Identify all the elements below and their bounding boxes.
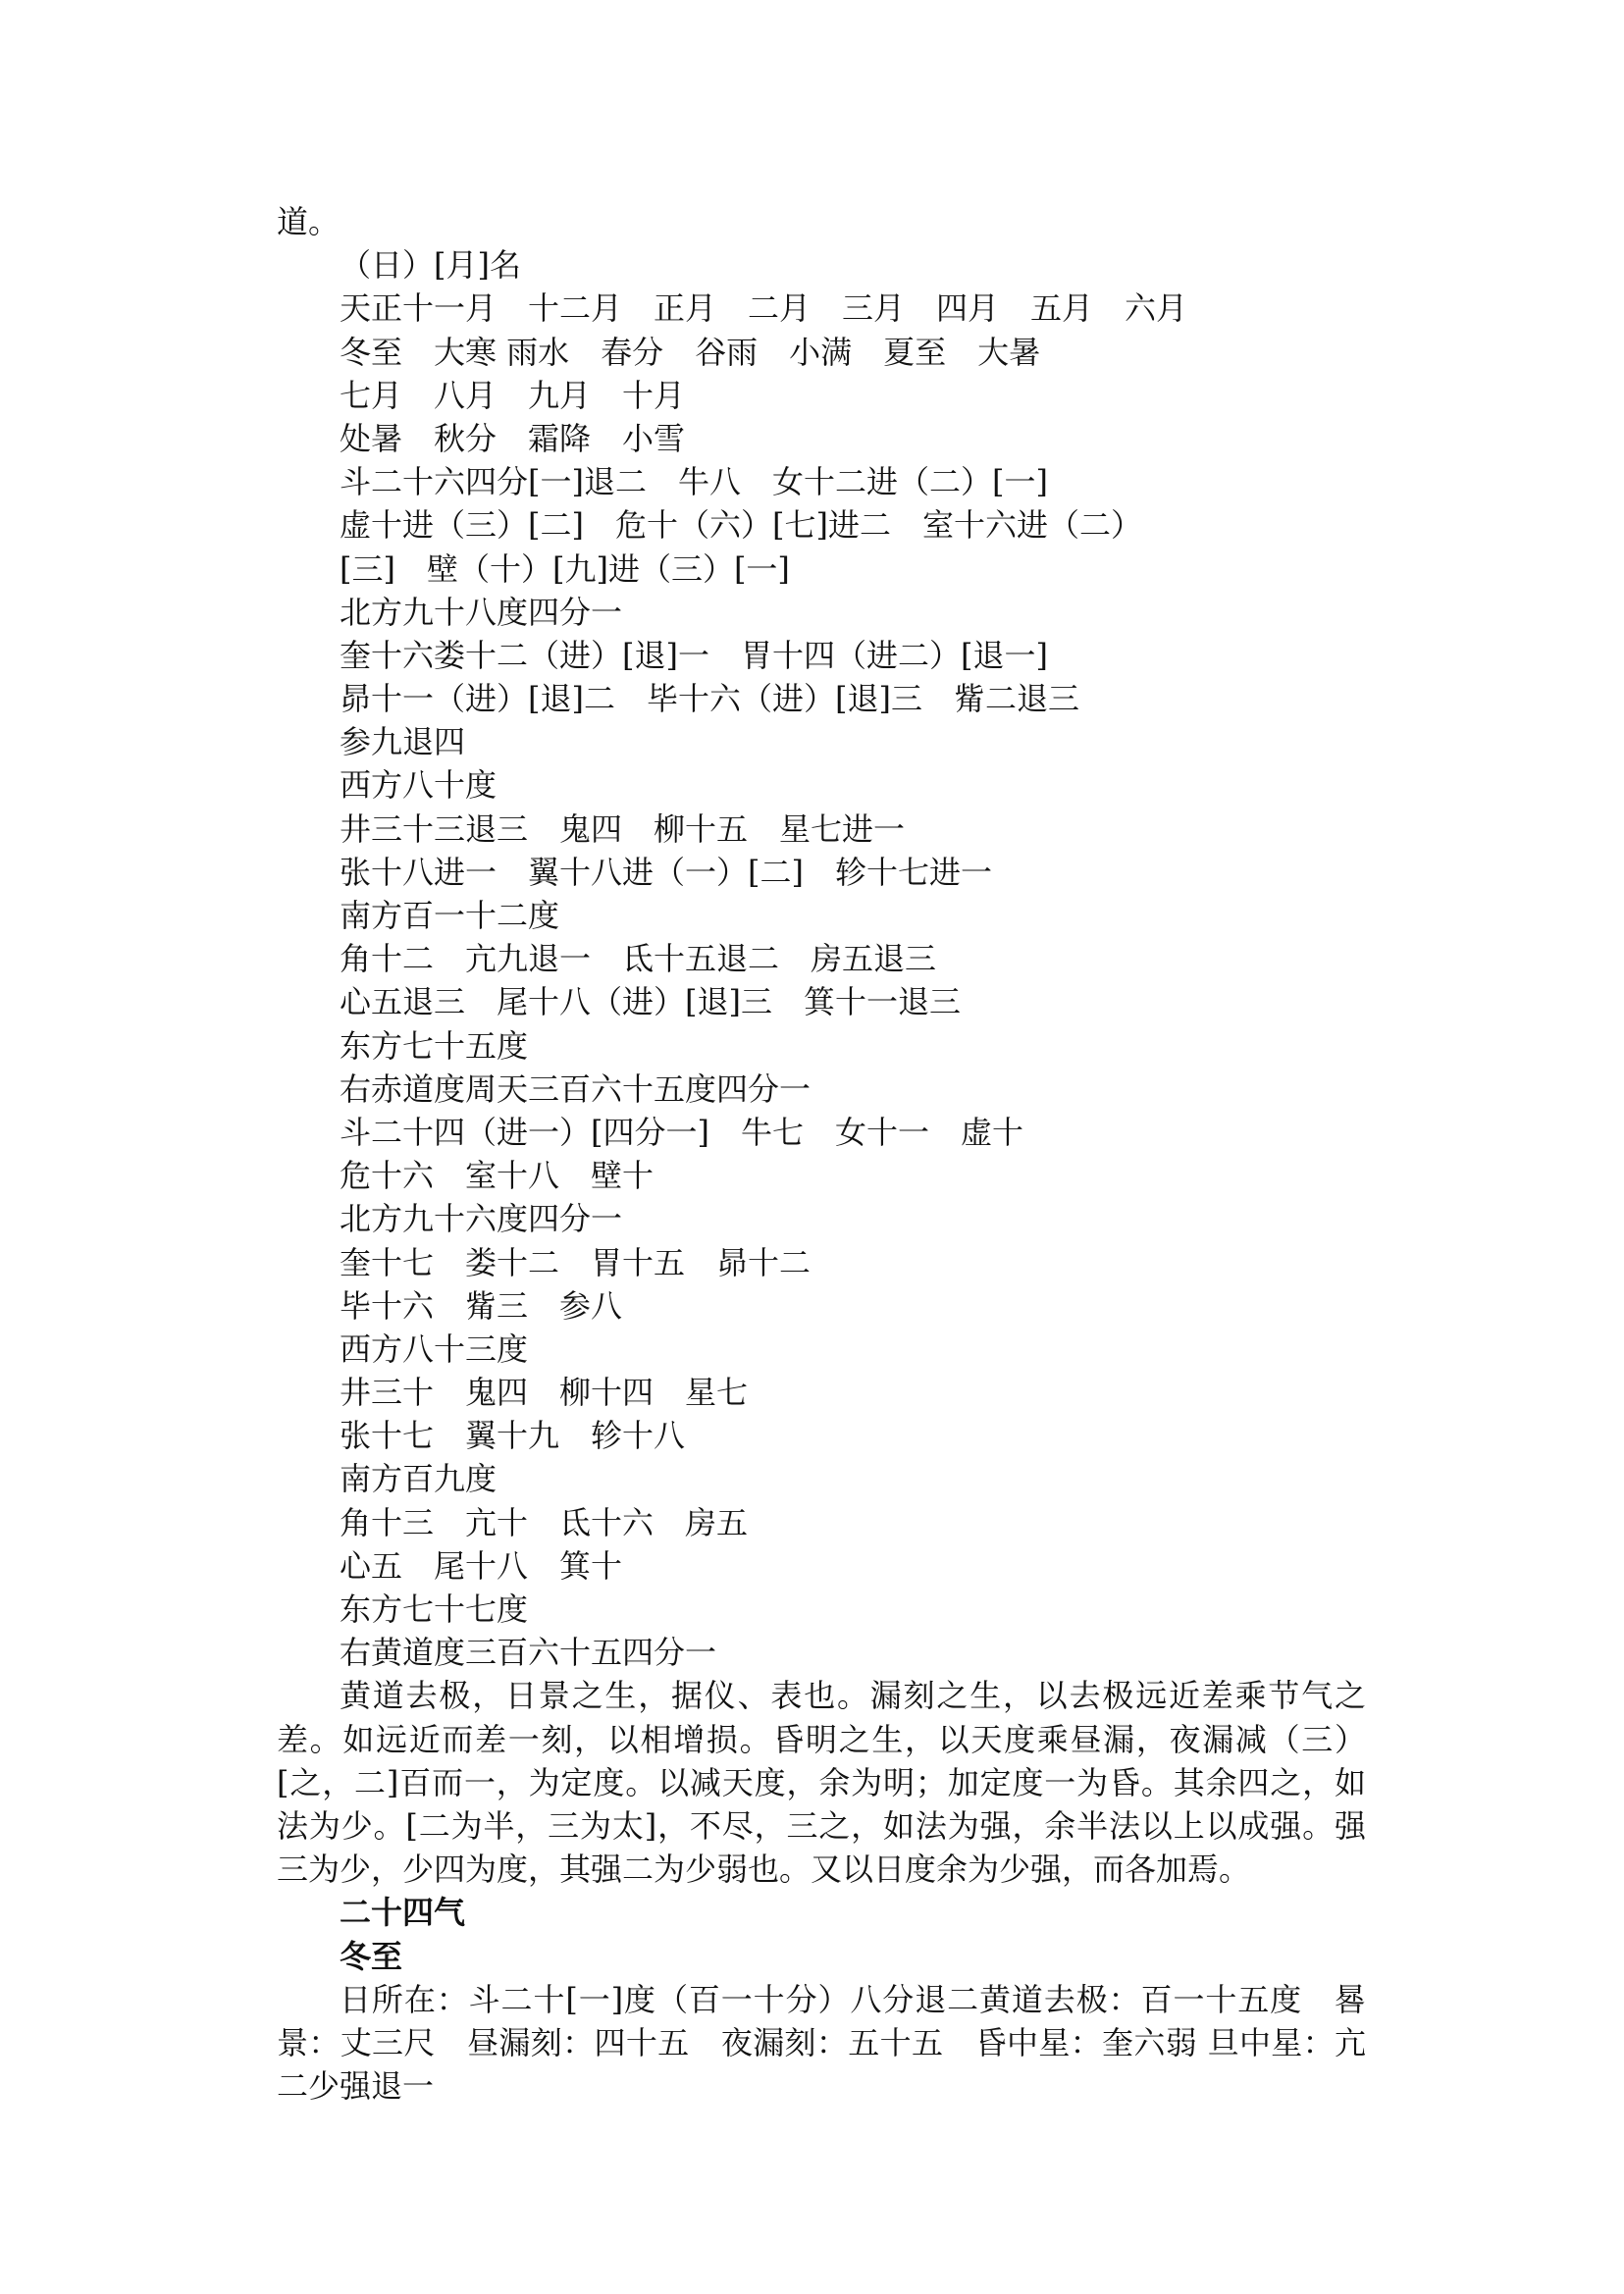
- text-line: 东方七十七度: [340, 1590, 529, 1628]
- section-heading: 二十四气: [340, 1894, 466, 1932]
- text-line: 七月 八月 九月 十月: [340, 376, 686, 414]
- text-line: 道。: [277, 203, 341, 240]
- text-line: 斗二十四（进一）[四分一] 牛七 女十一 虚十: [340, 1113, 1023, 1151]
- text-line: 奎十七 娄十二 胃十五 昴十二: [340, 1243, 812, 1281]
- text-line: 毕十六 觜三 参八: [340, 1286, 623, 1325]
- text-line: 井三十 鬼四 柳十四 星七: [340, 1374, 749, 1412]
- text-line: 参九退四: [340, 723, 466, 761]
- text-line: 右赤道度周天三百六十五度四分一: [340, 1069, 812, 1108]
- text-line: 张十七 翼十九 轸十八: [340, 1417, 686, 1455]
- body-paragraph: 黄道去极，日景之生，据仪、表也。漏刻之生，以去极远近差乘节气之差。如远近而差一刻，以相增损。昏明之生，以天度乘昼漏，夜漏减（三）[之，二]百而一，为定度。以减天度，余为明；加定度一为昏。其余四之，如法为少。[二为半，三为太]，不尽，三之，如法为强，余半法以上以成强。强三为少，少四为度，其强二为少弱也。又以日度余为少强，而各加焉。: [277, 1677, 1366, 1889]
- text-line: 冬至 大寒 雨水 春分 谷雨 小满 夏至 大暑: [340, 333, 1041, 371]
- text-line: 南方百九度: [340, 1460, 498, 1498]
- text-line: 危十六 室十八 壁十: [340, 1157, 655, 1195]
- final-paragraph: 日所在：斗二十[一]度（百一十分）八分退二黄道去极：百一十五度 晷景：丈三尺 昼漏刻：四十五 夜漏刻：五十五 昏中星：奎六弱 旦中星：亢二少强退一: [277, 1980, 1366, 2106]
- text-line: [三] 壁（十）[九]进（三）[一]: [340, 549, 790, 588]
- text-line: 南方百一十二度: [340, 897, 560, 934]
- text-line: 右黄道度三百六十五四分一: [340, 1634, 717, 1672]
- text-line: 昴十一（进）[退]二 毕十六（进）[退]三 觜二退三: [340, 680, 1079, 718]
- text-line: 心五 尾十八 箕十: [340, 1546, 623, 1585]
- text-line: 角十二 亢九退一 氐十五退二 房五退三: [340, 940, 937, 978]
- text-block: [277, 200, 1366, 2108]
- text-line: 心五退三 尾十八（进）[退]三 箕十一退三: [340, 983, 961, 1021]
- text-line: 张十八进一 翼十八进（一）[二] 轸十七进一: [340, 853, 992, 891]
- text-line: 斗二十六四分[一]退二 牛八 女十二进（二）[一]: [340, 463, 1048, 501]
- text-line: 北方九十八度四分一: [340, 593, 623, 631]
- text-line: （日）[月]名: [340, 246, 521, 285]
- text-line: 虚十进（三）[二] 危十（六）[七]进二 室十六进（二）: [340, 506, 1142, 545]
- text-line: 井三十三退三 鬼四 柳十五 星七进一: [340, 809, 906, 848]
- text-line: 天正十一月 十二月 正月 二月 三月 四月 五月 六月: [340, 289, 1188, 328]
- text-line: 东方七十五度: [340, 1026, 529, 1065]
- text-line: 奎十六娄十二（进）[退]一 胃十四（进二）[退一]: [340, 636, 1048, 674]
- text-line: 处暑 秋分 霜降 小雪: [340, 419, 686, 457]
- text-line: 西方八十三度: [340, 1329, 529, 1368]
- text-line: 角十三 亢十 氐十六 房五: [340, 1503, 749, 1541]
- text-line: 北方九十六度四分一: [340, 1200, 623, 1238]
- subsection-heading: 冬至: [340, 1937, 403, 1975]
- text-line: 西方八十度: [340, 766, 498, 805]
